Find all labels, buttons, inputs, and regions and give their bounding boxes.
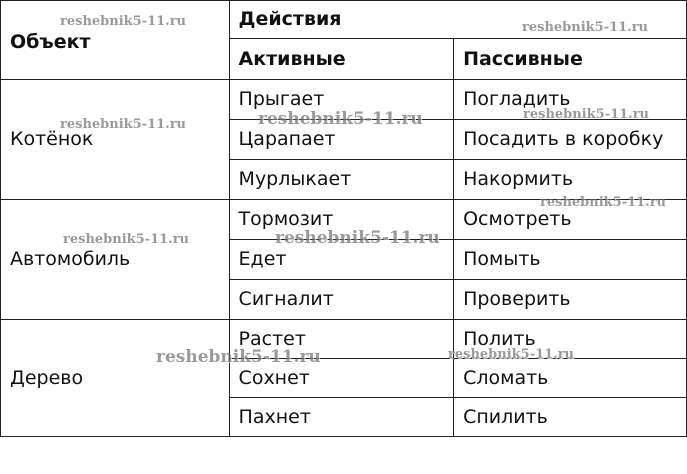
passive-action-cell: Накормить [454, 160, 687, 200]
active-action-cell: Сохнет [229, 359, 454, 398]
watermark: reshebnik5-11.ru [258, 109, 423, 129]
active-action-cell: Сигналит [229, 280, 454, 320]
watermark: reshebnik5-11.ru [448, 347, 575, 362]
watermark: reshebnik5-11.ru [275, 228, 440, 248]
table-row [1, 80, 687, 120]
header-object: Объект [1, 1, 230, 80]
passive-action-cell: Помыть [454, 240, 687, 280]
passive-action-cell: Спилить [454, 398, 687, 437]
table-row [1, 200, 687, 240]
active-action-cell: Мурлыкает [229, 160, 454, 200]
watermark: reshebnik5-11.ru [522, 20, 649, 35]
watermark: reshebnik5-11.ru [156, 347, 321, 367]
active-action-cell: Царапает [229, 120, 454, 160]
active-action-cell: Растет [229, 320, 454, 359]
active-action-cell: Прыгает [229, 80, 454, 120]
header-passive: Пассивные [454, 39, 687, 80]
watermark: reshebnik5-11.ru [523, 107, 650, 122]
passive-action-cell: Проверить [454, 280, 687, 320]
active-action-cell: Пахнет [229, 398, 454, 437]
object-cell: Автомобиль [1, 200, 230, 320]
passive-action-cell: Сломать [454, 359, 687, 398]
watermark: reshebnik5-11.ru [60, 14, 187, 29]
passive-action-cell: Посадить в коробку [454, 120, 687, 160]
table-row [1, 320, 687, 359]
header-actions: Действия [229, 1, 686, 39]
watermark: reshebnik5-11.ru [540, 195, 667, 210]
watermark: reshebnik5-11.ru [63, 232, 190, 247]
header-row [1, 1, 687, 39]
watermark: reshebnik5-11.ru [60, 117, 187, 132]
header-active: Активные [229, 39, 454, 80]
passive-action-cell: Осмотреть [454, 200, 687, 240]
active-action-cell: Едет [229, 240, 454, 280]
object-cell: Дерево [1, 320, 230, 437]
object-cell: Котёнок [1, 80, 230, 200]
active-action-cell: Тормозит [229, 200, 454, 240]
passive-action-cell: Погладить [454, 80, 687, 120]
passive-action-cell: Полить [454, 320, 687, 359]
